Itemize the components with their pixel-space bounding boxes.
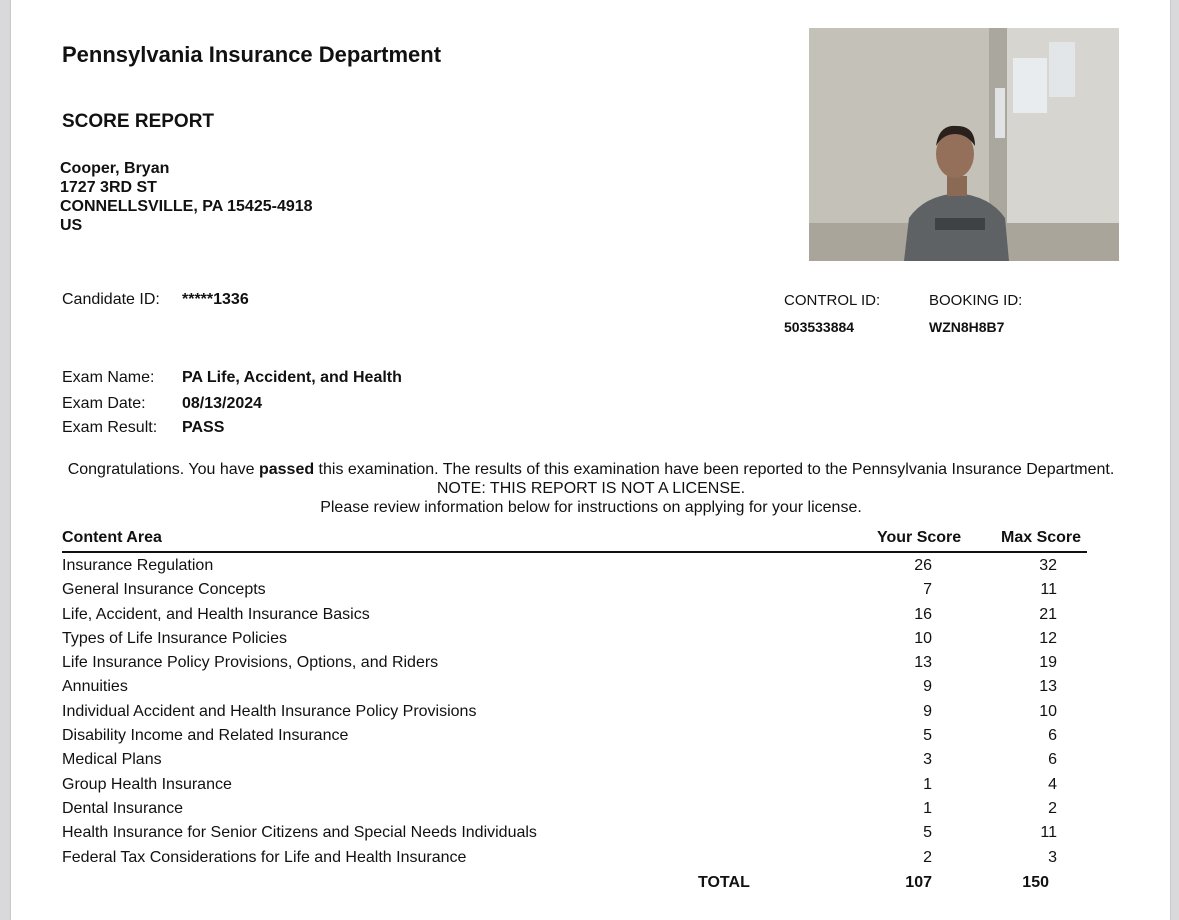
exam-name-value: PA Life, Accident, and Health [182,369,402,386]
max-score-cell: 11 [1040,824,1057,842]
notice-text-pre: Congratulations. You have [67,461,259,478]
max-score-cell: 13 [1039,678,1057,696]
table-row [62,606,1087,630]
booking-id-value: WZN8H8B7 [929,319,1005,335]
notice-text-bold: passed [258,461,315,478]
candidate-country: US [60,217,83,234]
your-score-cell: 9 [923,702,932,720]
your-score-cell: 9 [923,678,932,696]
max-score-cell: 12 [1039,629,1057,647]
control-id-value: 503533884 [784,319,855,335]
control-id-label: CONTROL ID: [784,292,881,309]
max-score-cell: 21 [1039,605,1057,623]
table-row [62,654,1087,678]
content-area-cell: Federal Tax Considerations for Life and Health Insurance [62,848,467,866]
content-area-cell: Health Insurance for Senior Citizens and Special Needs Individuals [62,824,537,842]
max-score-cell: 6 [1048,727,1057,745]
candidate-photo [809,28,1119,261]
content-area-cell: Annuities [62,678,128,696]
total-max: 150 [1022,874,1049,891]
exam-date-row [62,395,262,413]
candidate-id-value: *****1336 [182,291,249,308]
content-area-cell: Disability Income and Related Insurance [62,727,349,745]
your-score-cell: 2 [923,848,932,866]
congratulations-notice [51,460,1131,517]
your-score-cell: 5 [923,727,932,745]
table-row [62,703,1087,727]
content-area-cell: Individual Accident and Health Insurance Policy Provisions [62,702,477,720]
department-title: Pennsylvania Insurance Department [62,42,442,67]
table-row [62,824,1087,848]
candidate-address [60,159,313,235]
max-score-cell: 32 [1039,557,1057,574]
max-score-cell: 10 [1039,702,1057,720]
candidate-photo-icon [809,28,1119,261]
exam-name-label: Exam Name: [62,369,155,386]
candidate-name: Cooper, Bryan [60,160,170,177]
exam-name-row [62,369,402,387]
table-row [62,751,1087,775]
table-header [62,529,1087,553]
table-row [62,800,1087,824]
your-score-cell: 7 [923,581,932,599]
max-score-cell: 3 [1048,848,1057,866]
your-score-cell: 26 [914,557,932,574]
score-report-page [10,0,1171,920]
report-title: SCORE REPORT [62,111,215,132]
column-max-score: Max Score [1001,529,1082,546]
your-score-cell: 1 [923,775,932,793]
candidate-id-label: Candidate ID: [62,291,160,308]
table-row [62,678,1087,702]
content-area-cell: General Insurance Concepts [62,581,266,599]
candidate-city: CONNELLSVILLE, PA 15425-4918 [60,198,313,215]
your-score-cell: 5 [923,824,932,842]
notice-text-post: this examination. The results of this examination have been reported to the Pennsylvania Insurance Department. NOTE: THIS REPORT IS NOT A LICENSE. [314,461,1115,497]
total-score: 107 [905,874,932,891]
max-score-cell: 6 [1048,751,1057,769]
table-row [62,557,1087,581]
column-content-area: Content Area [62,529,162,546]
max-score-cell: 4 [1048,775,1057,793]
content-area-cell: Types of Life Insurance Policies [62,629,288,647]
table-row [62,581,1087,605]
booking-id-label: BOOKING ID: [929,292,1023,309]
your-score-cell: 10 [914,629,932,647]
column-your-score: Your Score [877,529,962,546]
max-score-cell: 19 [1039,654,1057,672]
content-area-cell: Dental Insurance [62,799,183,817]
exam-date-label: Exam Date: [62,395,146,412]
your-score-cell: 16 [914,605,932,623]
your-score-cell: 3 [923,751,932,769]
content-area-cell: Group Health Insurance [62,775,232,793]
table-row [62,776,1087,800]
score-table-body [62,557,1087,873]
content-area-cell: Medical Plans [62,751,162,769]
max-score-cell: 11 [1040,581,1057,599]
content-area-cell: Insurance Regulation [62,557,214,574]
exam-result-label: Exam Result: [62,419,158,436]
table-row [62,630,1087,654]
max-score-cell: 2 [1048,799,1057,817]
exam-date-value: 08/13/2024 [182,395,263,412]
total-label: TOTAL [698,874,750,891]
table-row [62,727,1087,751]
content-area-cell: Life Insurance Policy Provisions, Options, and Riders [62,654,439,672]
notice-text-line2: Please review information below for instructions on applying for your license. [320,499,862,516]
exam-result-row [62,419,224,437]
candidate-street: 1727 3RD ST [60,179,157,196]
your-score-cell: 13 [914,654,932,672]
your-score-cell: 1 [923,799,932,817]
content-area-cell: Life, Accident, and Health Insurance Basics [62,605,370,623]
exam-result-value: PASS [182,419,225,436]
table-row [62,849,1087,873]
